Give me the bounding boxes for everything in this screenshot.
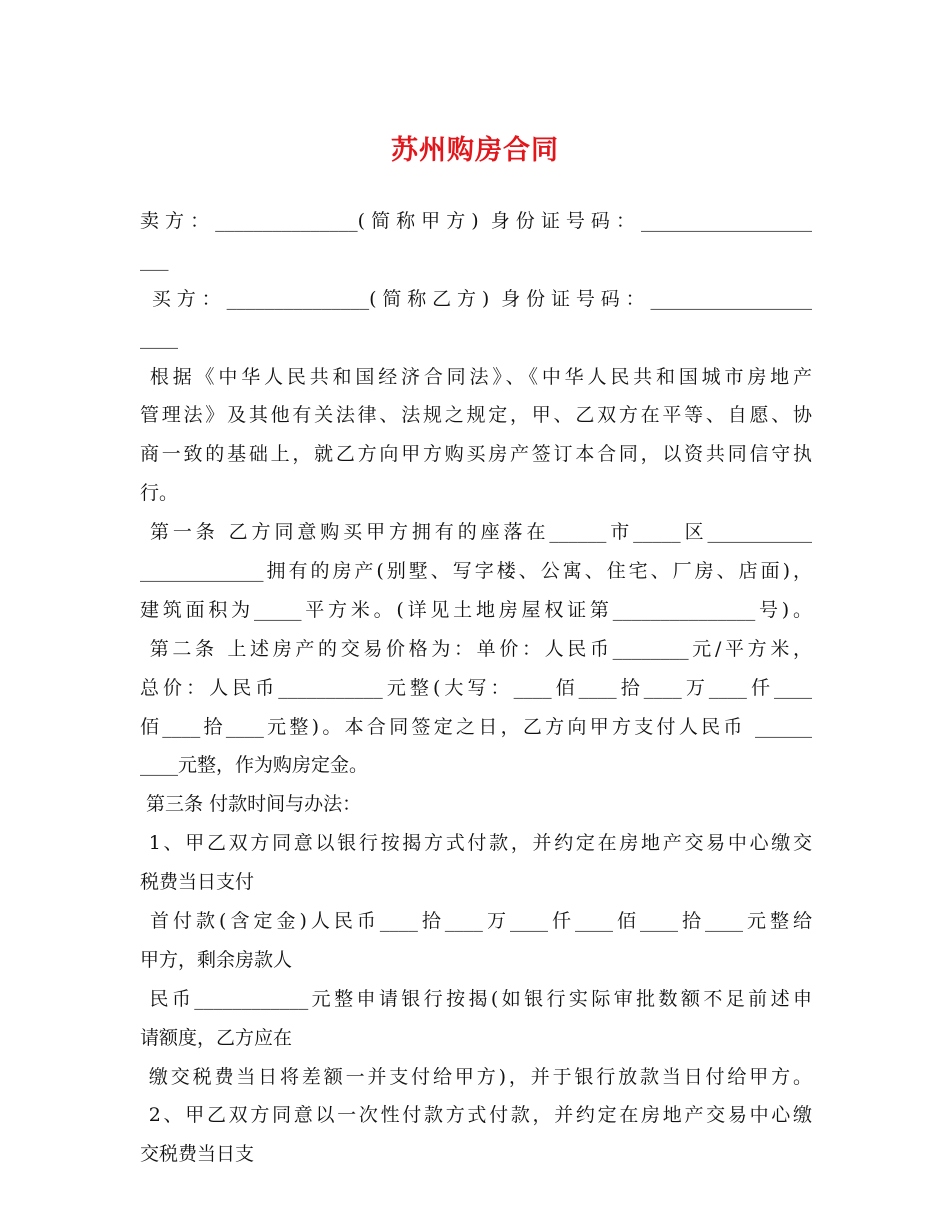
- article-3-line: 民币____________元整申请银行按揭(如银行实际审批数额不足前述申: [140, 987, 812, 1010]
- seller-line-cont: ___: [140, 248, 169, 271]
- article-2-line: ____元整，作为购房定金。: [140, 754, 369, 777]
- article-1-line: _____________拥有的房产(别墅、写字楼、公寓、住宅、厂房、店面)，: [140, 560, 812, 583]
- document-body: [140, 202, 812, 1174]
- buyer-line-cont: ____: [140, 326, 178, 349]
- article-3-line: 税费当日支付: [140, 871, 255, 894]
- article-3-line: 请额度，乙方应在: [140, 1026, 293, 1049]
- article-3-line: 交税费当日支: [140, 1143, 255, 1166]
- preamble-line: 根据《中华人民共和国经济合同法》、《中华人民共和国城市房地产: [140, 365, 812, 388]
- article-3-line: 缴交税费当日将差额一并支付给甲方)，并于银行放款当日付给甲方。: [140, 1065, 812, 1088]
- article-2-line: 第二条 上述房产的交易价格为：单价：人民币________元/平方米，: [140, 637, 812, 660]
- seller-line: 卖方：_______________(简称甲方) 身份证号码：__________________: [140, 210, 812, 232]
- preamble-line: 商一致的基础上，就乙方向甲方购买房产签订本合同，以资共同信守执: [140, 443, 812, 466]
- buyer-line: 买方：_______________(简称乙方) 身份证号码：_________________: [140, 287, 812, 310]
- article-3-line: 1、甲乙双方同意以银行按揭方式付款，并约定在房地产交易中心缴交: [140, 832, 812, 855]
- article-1-line: 第一条 乙方同意购买甲方拥有的座落在______市_____区___________: [140, 521, 812, 544]
- article-3-heading: 第三条 付款时间与办法：: [140, 793, 362, 816]
- preamble-line: 管理法》及其他有关法律、法规之规定，甲、乙双方在平等、自愿、协: [140, 404, 812, 427]
- article-3-line: 2、甲乙双方同意以一次性付款方式付款，并约定在房地产交易中心缴: [140, 1104, 812, 1127]
- article-2-line: 佰____拾____元整)。本合同签定之日，乙方向甲方支付人民币 ______: [140, 715, 812, 738]
- article-3-line: 甲方，剩余房款人: [140, 948, 293, 971]
- document-title: 苏州购房合同: [391, 135, 559, 166]
- article-1-line: 建筑面积为_____平方米。(详见土地房屋权证第_______________号)。: [140, 598, 812, 621]
- article-2-line: 总价：人民币___________元整(大写：____佰____拾____万____仟____: [140, 676, 812, 699]
- preamble-line: 行。: [140, 482, 179, 505]
- article-3-line: 首付款(含定金)人民币____拾____万____仟____佰____拾____元整给: [140, 910, 812, 933]
